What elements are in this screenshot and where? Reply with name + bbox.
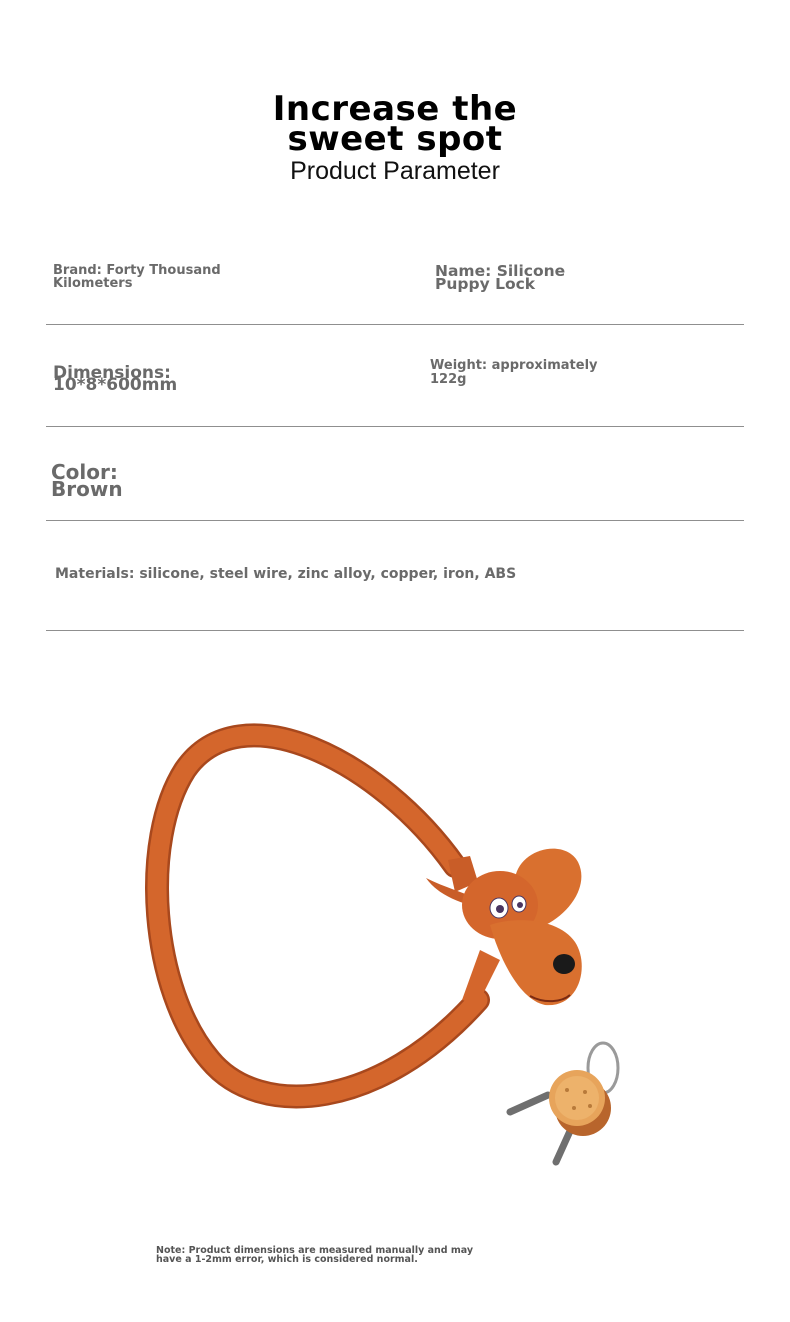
spec-weight: Weight: approximately 122g	[430, 358, 598, 387]
puppy-lock-image	[0, 640, 790, 1220]
spec-brand: Brand: Forty Thousand Kilometers	[53, 263, 221, 291]
spec-materials: Materials: silicone, steel wire, zinc alloy, copper, iron, ABS	[55, 566, 517, 582]
footer-note: Note: Product dimensions are measured manually and may have a 1-2mm error, which is considered normal.	[156, 1245, 474, 1265]
divider	[46, 324, 744, 325]
cable-loop	[157, 735, 478, 1096]
divider	[46, 426, 744, 427]
spec-name: Name: Silicone Puppy Lock	[435, 262, 566, 293]
spec-dimensions: Dimensions: 10*8*600mm	[53, 363, 178, 395]
page-title-line-1: Increase the	[272, 89, 518, 129]
key-set	[510, 1043, 618, 1162]
divider	[46, 520, 744, 521]
divider	[46, 630, 744, 631]
page-title-line-2: sweet spot	[287, 119, 503, 159]
spec-color: Color: Brown	[51, 460, 123, 501]
page-subtitle: Product Parameter	[290, 157, 500, 185]
